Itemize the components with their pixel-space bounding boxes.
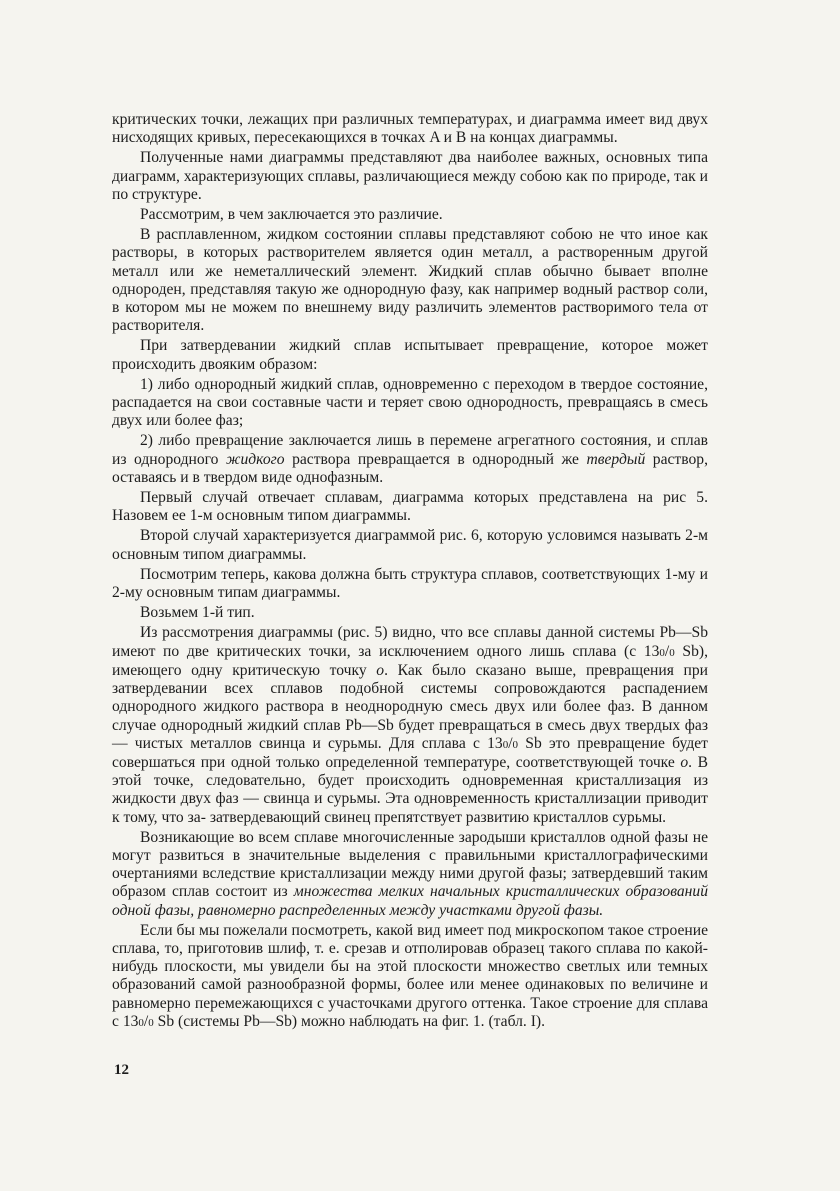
paragraph: В расплавленном, жидком состоянии сплавы представляют собою не что иное как растворы, в которых растворителем является один металл, а растворенным другой металл или же неметаллический элемент. Жидкий сплав обычно бывает вполне однороден, представляя такую же однородную фазу, как например водный раствор соли, в котором мы не можем по внешнему виду различить элементов растворимого тела от растворителя. (112, 226, 708, 335)
paragraph: Полученные нами диаграммы представляют два наиболее важных, основных типа диаграмм, характеризующих сплавы, различающиеся между собою как по природе, так и по структуре. (112, 149, 708, 203)
paragraph: Первый случай отвечает сплавам, диаграмма которых представлена на рис 5. Назовем ее 1-м основным типом диаграммы. (112, 489, 708, 525)
page-number: 12 (114, 1062, 129, 1078)
paragraph: Возникающие во всем сплаве многочисленные зародыши кристаллов одной фазы не могут развиться в значительные выделения с правильными кристаллографическими очертаниями вследствие кристаллизации между ними другой фазы; затвердевший таким образом сплав состоит из множества мелких начальных кристаллических образований одной фазы, равномерно распределенных между участками другой фазы. (112, 828, 708, 919)
paragraph: Если бы мы пожелали посмотреть, какой вид имеет под микроскопом такое строение сплава, то, приготовив шлиф, т. е. срезав и отполировав образец такого сплава по какой-нибудь плоскости, мы увидели бы на этой плоскости множество светлых или темных образований самой разнообразной формы, более или менее одинаковых по величине и равномерно перемежающихся с участочками другого оттенка. Такое строение для сплава с 130/0 Sb (системы Pb—Sb) можно наблюдать на фиг. 1. (табл. I). (112, 921, 708, 1030)
paragraph: Рассмотрим, в чем заключается это различие. (140, 206, 443, 224)
paragraph-pb-sb: Из рассмотрения диаграммы (рис. 5) видно, что все сплавы данной системы Pb—Sb имеют по две критических точки, за исключением одного лишь сплава (с 130/0 Sb), имеющего одну критическую точку o. Как было сказано выше, превращения при затвердевании всех сплавов подобной системы сопровождаются распадением однородного жидкого раствора в неоднородную смесь двух или более фаз. В данном случае однородный жидкий сплав Pb—Sb будет превращаться в смесь двух твердых фаз — чистых металлов свинца и сурьмы. Для сплава с 130/0 Sb это превращение будет совершаться при одной только определенной температуре, соответствующей точке o. В этой точке, следовательно, будет происходить одновременная кристаллизация из жидкости двух фаз — свинца и сурьмы. Эта одновременность кристаллизации приводит к тому, что за- затвердевающий свинец препятствует развитию кристаллов сурьмы. (112, 624, 709, 826)
body-text (112, 111, 708, 1034)
list-item-1: 1) либо однородный жидкий сплав, одновременно с переходом в твердое состояние, распадается на свои составные части и теряет свою однородность, превращаясь в смесь двух или более фаз; (112, 375, 708, 430)
paragraph: Второй случай характеризуется диаграммой рис. 6, которую условимся называть 2-м основным типом диаграммы. (112, 527, 708, 563)
paragraph: критических точки, лежащих при различных температурах, и диаграмма имеет вид двух нисходящих кривых, пересекающихся в точках A и B на концах диаграммы. (112, 111, 708, 147)
list-item-2: 2) либо превращение заключается лишь в перемене агрегатного состояния, и сплав из однородного жидкого раствора превращается в однородный же твердый раствор, оставаясь и в твердом виде однофазным. (112, 432, 708, 486)
paragraph: Возьмем 1-й тип. (140, 604, 255, 622)
paragraph: При затвердевании жидкий сплав испытывает превращение, которое может происходить двояким образом: (112, 337, 708, 373)
paragraph: Посмотрим теперь, какова должна быть структура сплавов, соответствующих 1-му и 2-му основным типам диаграммы. (112, 565, 708, 602)
